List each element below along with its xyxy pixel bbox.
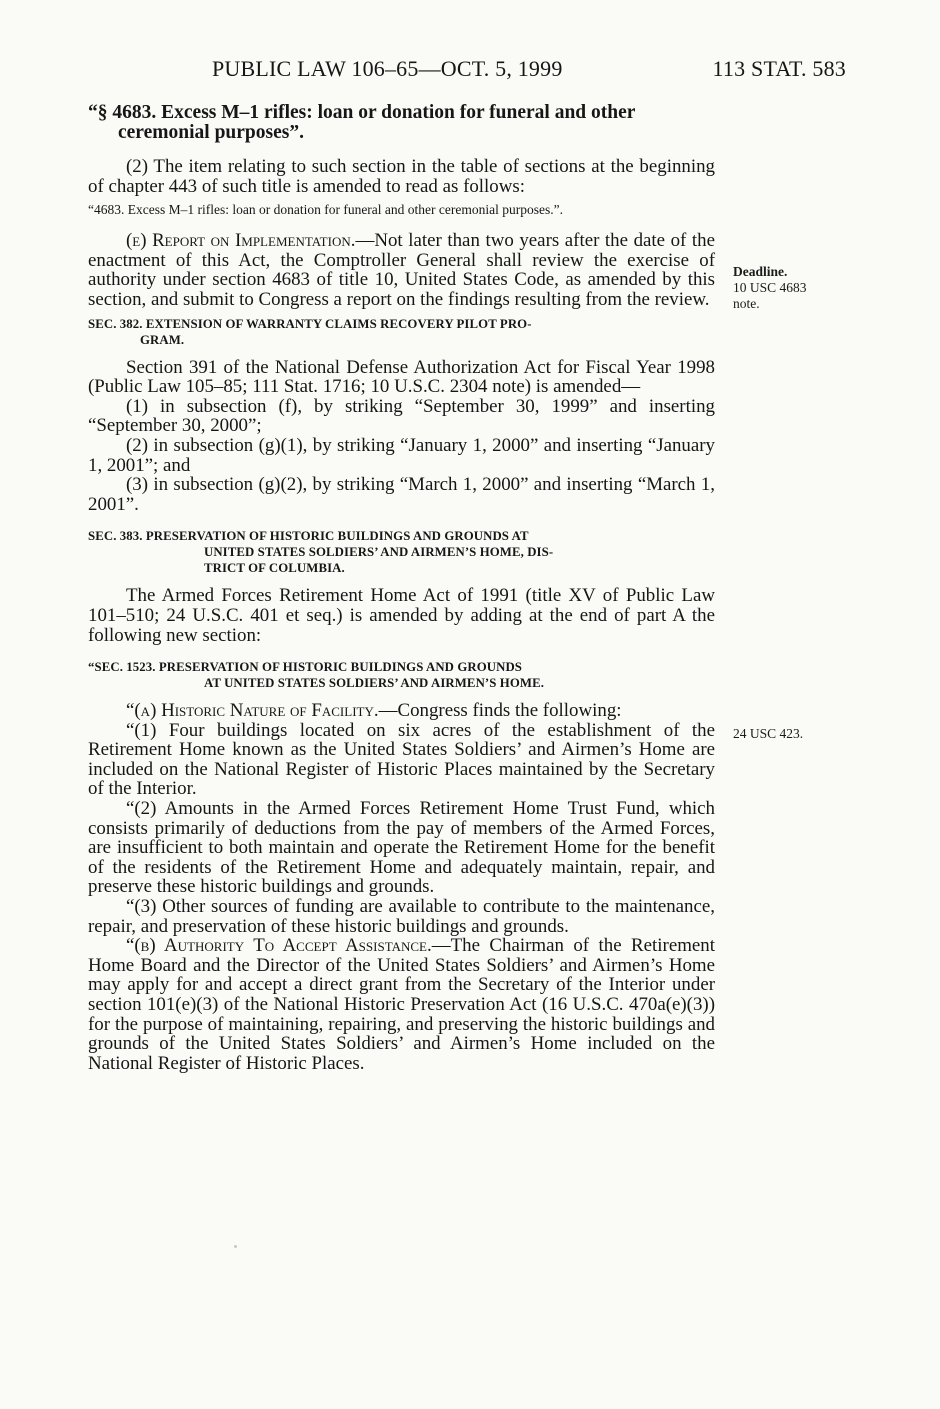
- document-body: [88, 103, 715, 1073]
- header-title: PUBLIC LAW 106–65—OCT. 5, 1999: [212, 56, 563, 81]
- page-header: [88, 56, 846, 86]
- paragraph-2: (2) The item relating to such section in the table of sections at the beginning of chapter 443 of such title is amended to read as follows:: [88, 156, 715, 197]
- paragraph-b-text: —The Chairman of the Retirement Home Board and the Director of the United States Soldiers’ and Airmen’s Home may apply for and accept a direct grant from the Secretary of the Interior under section 101(e)(3) of the National Historic Preservation Act (16 U.S.C. 470a(e)(3)) for the purpose of maintaining, repairing, and preserving the historic buildings and grounds of the United States Soldiers’ and Airmen’s Home included on the National Register of Historic Places.: [88, 935, 715, 1074]
- table-of-sections-item: “4683. Excess M–1 rifles: loan or donation for funeral and other ceremonial purposes.”.: [88, 202, 563, 218]
- scan-speck: [234, 1245, 237, 1248]
- paragraph-a-text: —Congress finds the following:: [378, 700, 622, 722]
- paragraph-b: [88, 936, 715, 1073]
- section-1523-heading: “SEC. 1523. PRESERVATION OF HISTORIC BUILDINGS AND GROUNDS AT UNITED STATES SOLDIERS’ AND AIRMEN’S HOME.: [88, 660, 545, 691]
- section-382-heading: SEC. 382. EXTENSION OF WARRANTY CLAIMS RECOVERY PILOT PRO- GRAM.: [88, 316, 532, 347]
- paragraph-e-heading: (e) Report on Implementation.: [126, 230, 356, 252]
- paragraph-a: [88, 701, 715, 721]
- header-stat-reference: 113 STAT. 583: [712, 56, 846, 81]
- section-383-intro: The Armed Forces Retirement Home Act of 1991 (title XV of Public Law 101–510; 24 U.S.C. 401 et seq.) is amended by adding at the end of part A the following new section:: [88, 585, 715, 646]
- section-heading-4683: “§ 4683. Excess M–1 rifles: loan or donation for funeral and other ceremonial purposes”.: [88, 102, 636, 143]
- paragraph-e-text: —Not later than two years after the date of the enactment of this Act, the Comptroller General shall review the exercise of authority under section 4683 of title 10, United States Code, as amended by this section, and submit to Congress a report on the findings resulting from the review.: [88, 230, 715, 310]
- paragraph-a-item-2: “(2) Amounts in the Armed Forces Retirement Home Trust Fund, which consists primarily of deductions from the pay of members of the Armed Forces, are insufficient to both maintain and operate the Retirement Home for the benefit of the residents of the Retirement Home and adequately maintain, repair, and preserve these historic buildings and grounds.: [88, 798, 715, 898]
- paragraph-a-item-3: “(3) Other sources of funding are available to contribute to the maintenance, repair, and preservation of these historic buildings and grounds.: [88, 896, 715, 937]
- section-382-item-1: (1) in subsection (f), by striking “September 30, 1999” and inserting “September 30, 2000”;: [88, 395, 715, 437]
- paragraph-e: [88, 231, 715, 309]
- section-382-item-3: (3) in subsection (g)(2), by striking “March 1, 2000” and inserting “March 1, 2001”.: [88, 474, 715, 515]
- paragraph-a-item-1: “(1) Four buildings located on six acres of the establishment of the Retirement Home known as the United States Soldiers’ and Airmen’s Home are included on the National Register of Historic Places maintained by the Secretary of the Interior.: [88, 719, 715, 800]
- margin-note-deadline: Deadline. 10 USC 4683 note.: [733, 264, 807, 311]
- paragraph-a-heading: “(a) Historic Nature of Facility.: [126, 700, 379, 722]
- margin-note-24-usc-423: 24 USC 423.: [733, 726, 804, 741]
- section-383-heading: SEC. 383. PRESERVATION OF HISTORIC BUILDINGS AND GROUNDS AT UNITED STATES SOLDIERS’ AND AIRMEN’S HOME, DIS- TRICT OF COLUMBIA.: [88, 529, 554, 576]
- paragraph-b-heading: “(b) Authority To Accept Assistance.: [126, 935, 432, 957]
- section-382-item-2: (2) in subsection (g)(1), by striking “January 1, 2000” and inserting “January 1, 2001”; and: [88, 434, 715, 476]
- section-382-intro: Section 391 of the National Defense Authorization Act for Fiscal Year 1998 (Public Law 105–85; 111 Stat. 1716; 10 U.S.C. 2304 note) is amended—: [88, 356, 715, 398]
